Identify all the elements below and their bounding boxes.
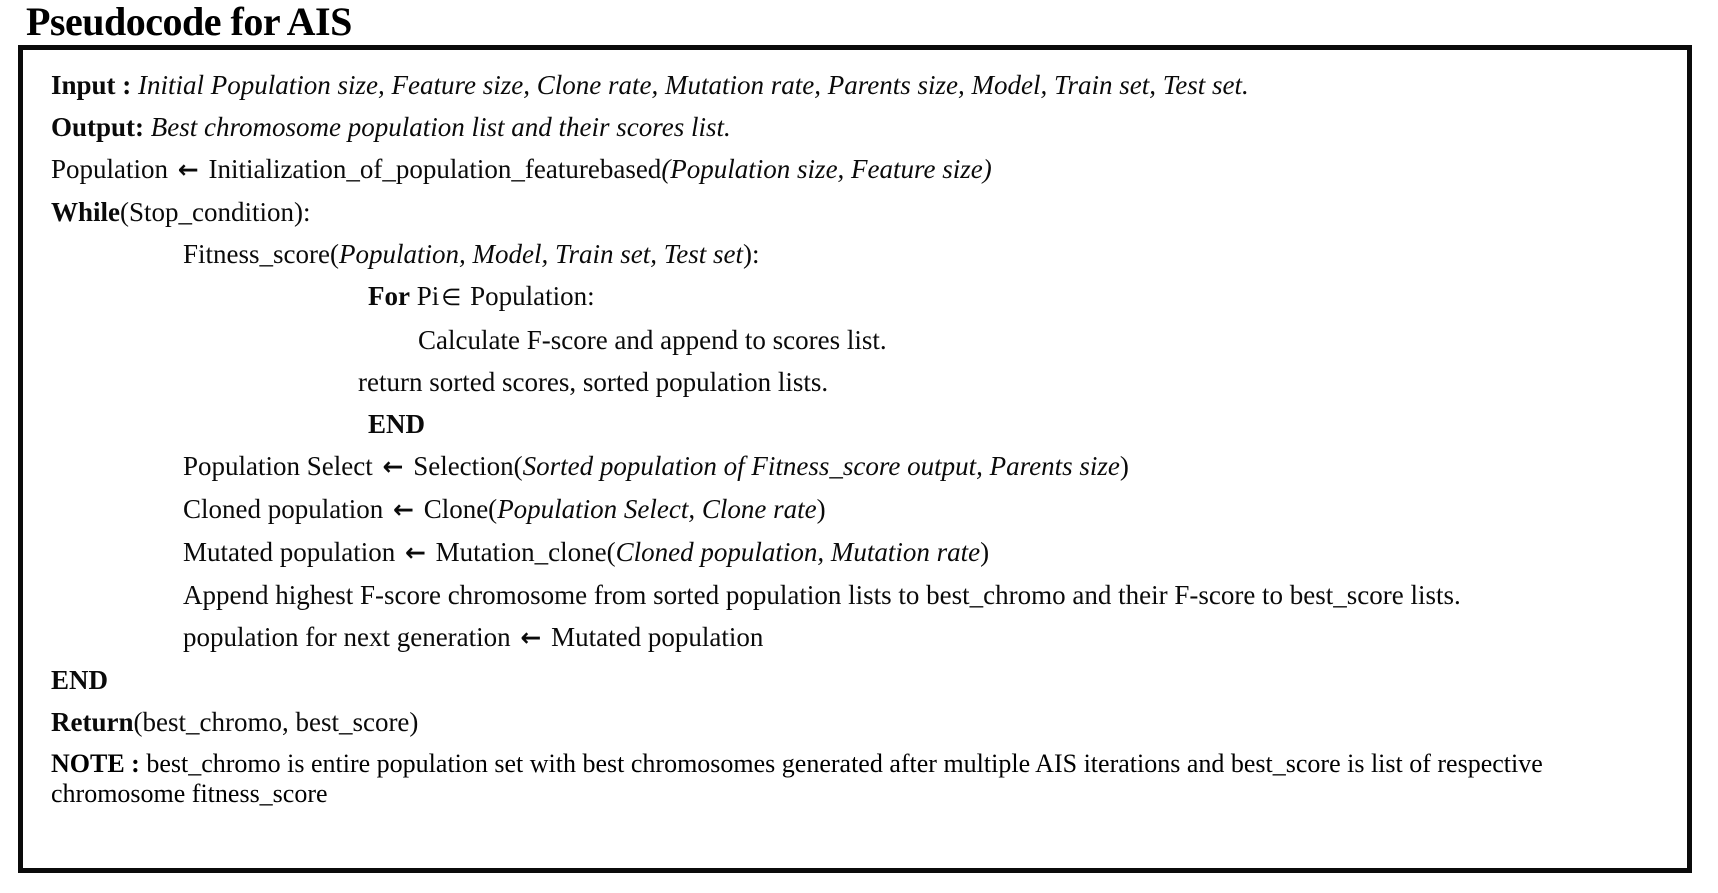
mutation-tail: ) [980,537,990,567]
selection-tail: ) [1119,451,1129,481]
mutation-fn: Mutation_clone( [435,537,616,567]
input-value: Initial Population size, Feature size, Clone rate, Mutation rate, Parents size, Model, Train set, Test set. [138,70,1249,100]
mutation-args: Cloned population, Mutation rate [615,537,981,567]
input-label: Input : [51,70,132,100]
mutation-lhs: Mutated population [183,537,396,567]
selection-fn: Selection( [413,451,523,481]
pseudocode-line-clone [23,488,1687,531]
for-keyword: For [368,281,410,311]
population-init-fn: Initialization_of_population_featurebased [208,154,662,184]
for-variable: Pi [416,281,440,311]
pseudocode-line-for [23,275,1687,319]
return-args: (best_chromo, best_score) [133,707,419,737]
pseudocode-body [23,50,1687,809]
next-generation-rhs: Mutated population [551,622,764,652]
figure-title: Pseudocode for AIS [26,0,352,44]
for-collection: Population: [470,281,595,311]
population-init-lhs: Population [51,154,169,184]
fitness-tail: ): [743,239,760,269]
selection-args: Sorted population of Fitness_score output, Parents size [522,451,1120,481]
pseudocode-line-input [23,64,1687,106]
while-condition: (Stop_condition): [120,197,311,227]
selection-lhs: Population Select [183,451,373,481]
fitness-args: Population, Model, Train set, Test set [338,239,744,269]
left-arrow-icon: ← [404,538,426,567]
pseudocode-line-output [23,106,1687,148]
output-label: Output: [51,112,145,142]
pseudocode-line-append: Append highest F-score chromosome from sorted population lists to best_chromo and their F-score to best_score lists. [183,580,1461,610]
return-keyword: Return [51,707,134,737]
left-arrow-icon: ← [520,623,542,652]
while-keyword: While [51,197,121,227]
element-of-icon: ∈ [441,285,462,311]
pseudocode-line-next-generation [23,616,1687,659]
clone-fn: Clone( [423,494,498,524]
pseudocode-line-end-inner: END [368,409,426,439]
pseudocode-line-fitness-score [23,233,1687,275]
pseudocode-line-return [23,701,1687,743]
population-init-args: (Population size, Feature size) [661,154,992,184]
clone-args: Population Select, Clone rate [497,494,817,524]
clone-lhs: Cloned population [183,494,384,524]
pseudocode-line-while [23,191,1687,233]
pseudocode-line-selection [23,445,1687,488]
pseudocode-note [23,743,1687,809]
clone-tail: ) [816,494,826,524]
left-arrow-icon: ← [392,495,414,524]
pseudocode-frame [18,45,1692,873]
output-value: Best chromosome population list and their scores list. [150,112,731,142]
left-arrow-icon: ← [382,452,404,481]
pseudocode-line-calculate: Calculate F-score and append to scores list. [418,325,887,355]
note-text: best_chromo is entire population set with best chromosomes generated after multiple AIS iterations and best_score is list of respective chromosome fitness_score [51,749,1543,808]
pseudocode-line-return-sorted: return sorted scores, sorted population lists. [358,367,829,397]
left-arrow-icon: ← [177,155,199,184]
pseudocode-line-mutation [23,531,1687,574]
note-label: NOTE : [51,749,140,778]
fitness-fn: Fitness_score( [183,239,339,269]
next-generation-lhs: population for next generation [183,622,511,652]
pseudocode-line-population-init [23,148,1687,191]
pseudocode-line-end-outer: END [51,665,109,695]
